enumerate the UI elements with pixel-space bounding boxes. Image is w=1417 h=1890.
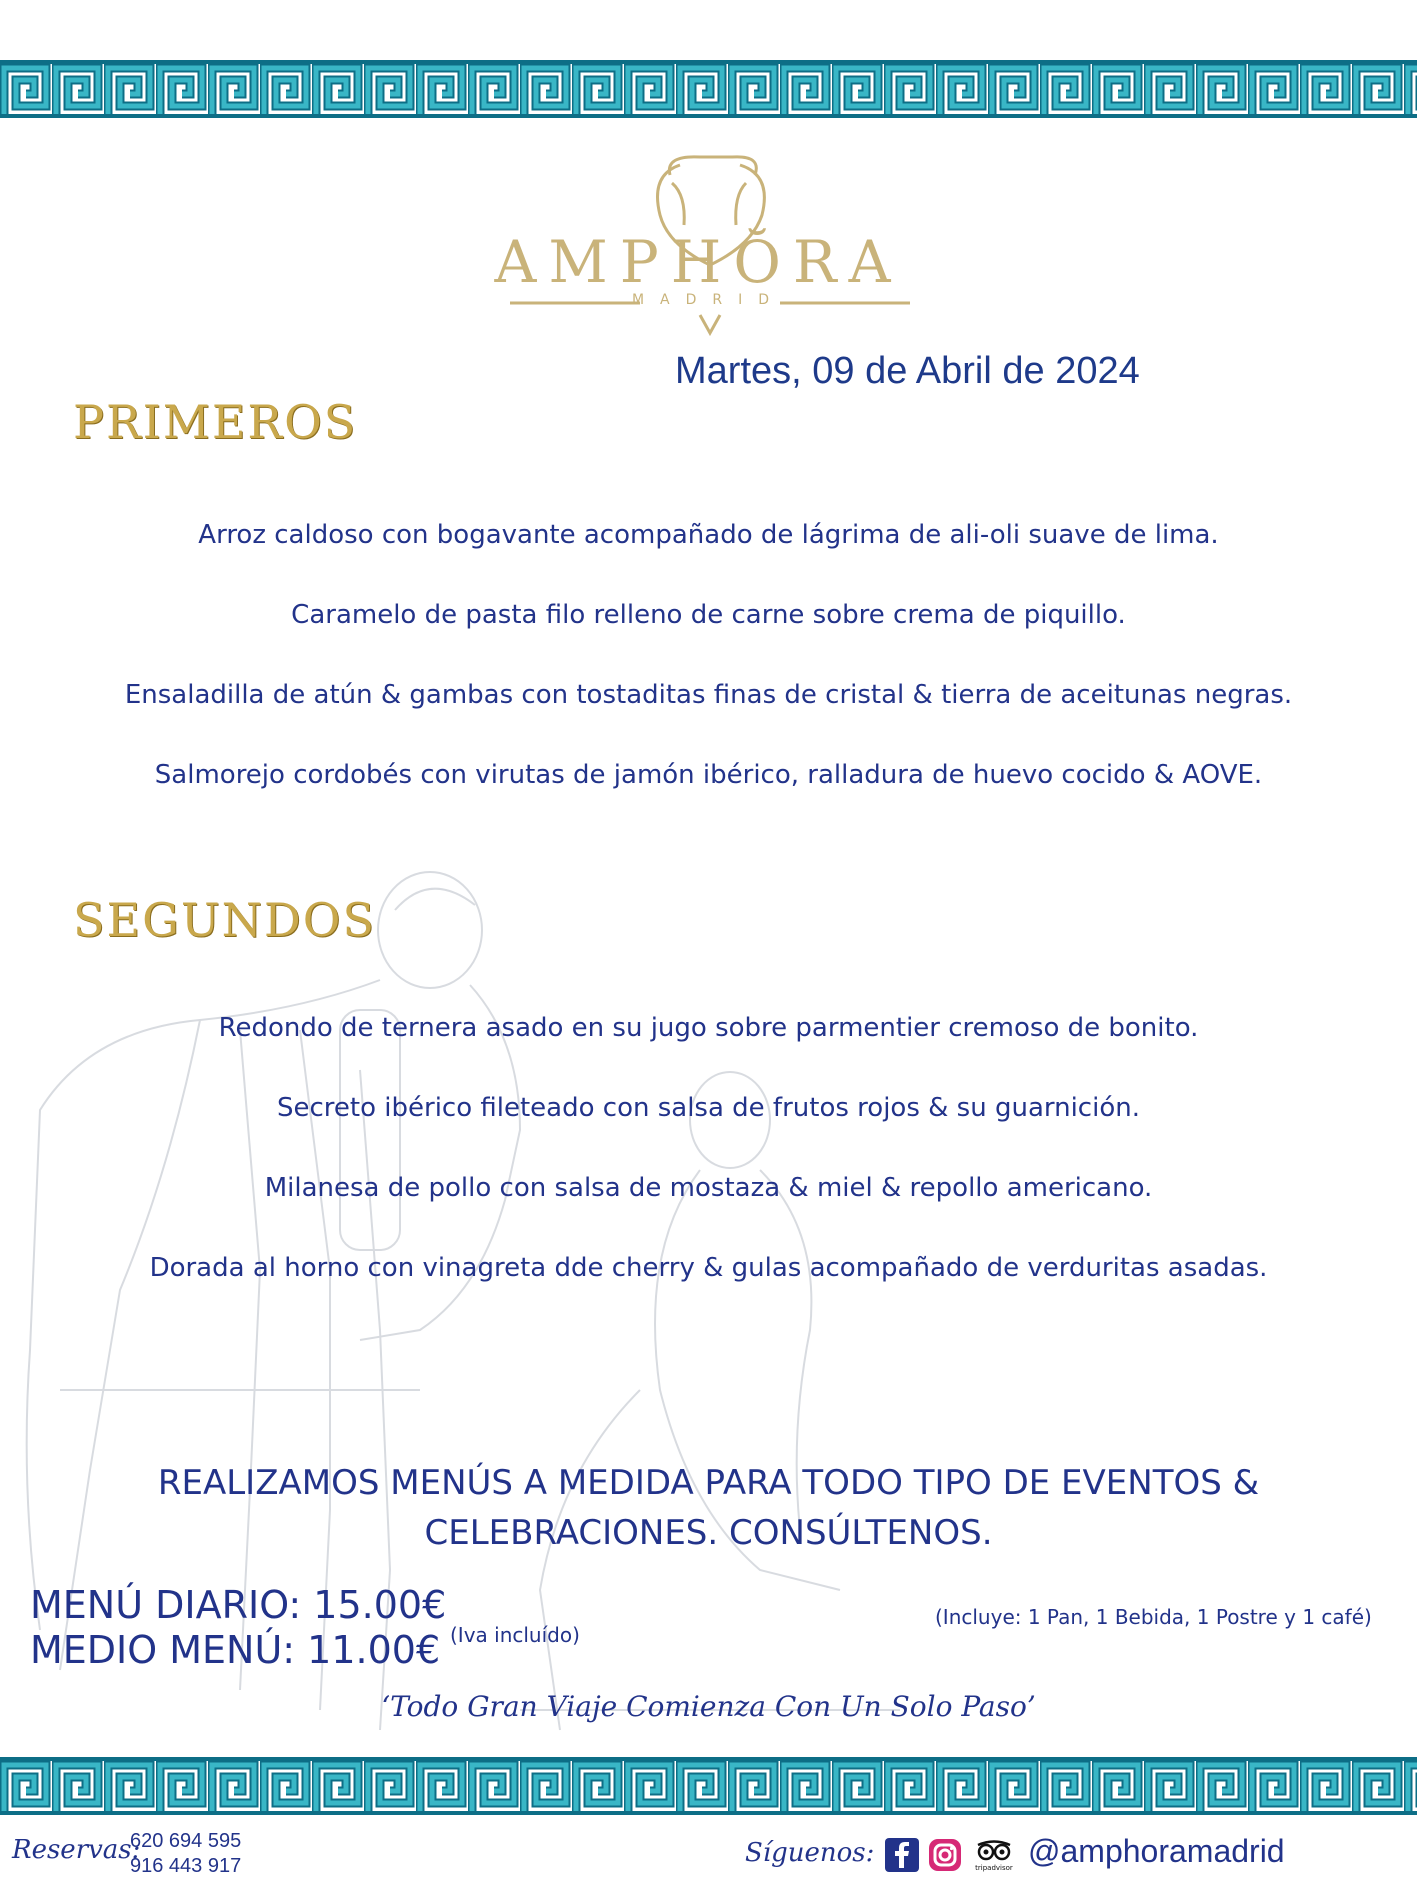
promo-line: CELEBRACIONES. CONSÚLTENOS.: [424, 1513, 993, 1553]
social-handle[interactable]: @amphoramadrid: [1028, 1833, 1285, 1869]
tripadvisor-icon[interactable]: [972, 1838, 1016, 1872]
segundos-item: Milanesa de pollo con salsa de mostaza & miel & repollo americano.: [264, 1173, 1153, 1203]
medio-menu-price: MEDIO MENÚ: 11.00€: [30, 1628, 441, 1672]
tripadvisor-label: tripadvisor: [975, 1864, 1013, 1872]
includes-note: (Incluye: 1 Pan, 1 Bebida, 1 Postre y 1 café): [935, 1605, 1372, 1629]
reservas-label: Reservas:: [12, 1835, 141, 1865]
motto-quote: ‘Todo Gran Viaje Comienza Con Un Solo Paso’: [381, 1690, 1036, 1723]
primeros-heading: PRIMEROS: [73, 395, 358, 449]
primeros-item: Ensaladilla de atún & gambas con tostaditas finas de cristal & tierra de aceitunas negras.: [124, 680, 1293, 710]
segundos-item: Dorada al horno con vinagreta dde cherry & gulas acompañado de verduritas asadas.: [149, 1253, 1268, 1283]
facebook-icon[interactable]: [885, 1838, 919, 1872]
segundos-item: Secreto ibérico fileteado con salsa de frutos rojos & su guarnición.: [277, 1093, 1140, 1123]
phone-number[interactable]: 620 694 595: [130, 1830, 242, 1852]
instagram-icon[interactable]: [928, 1838, 962, 1872]
menu-date: Martes, 09 de Abril de 2024: [675, 350, 1140, 392]
primeros-item: Salmorejo cordobés con virutas de jamón ibérico, ralladura de huevo cocido & AOVE.: [154, 760, 1263, 790]
menu-diario-price: MENÚ DIARIO: 15.00€: [30, 1583, 447, 1627]
segundos-item: Redondo de ternera asado en su jugo sobre parmentier cremoso de bonito.: [218, 1013, 1199, 1043]
greek-key-border-top: [0, 60, 1417, 122]
iva-note: (Iva incluído): [450, 1623, 580, 1647]
phone-number[interactable]: 916 443 917: [130, 1855, 242, 1877]
siguenos-label: Síguenos:: [745, 1838, 875, 1868]
segundos-heading: SEGUNDOS: [73, 893, 376, 947]
greek-key-border-bottom: [0, 1757, 1417, 1819]
promo-line: REALIZAMOS MENÚS A MEDIDA PARA TODO TIPO DE EVENTOS &: [157, 1463, 1260, 1503]
primeros-item: Caramelo de pasta filo relleno de carne sobre crema de piquillo.: [291, 600, 1126, 630]
brand-name: AMPHŎRA: [494, 228, 903, 296]
brand-subtitle: MADRID: [631, 292, 786, 308]
primeros-item: Arroz caldoso con bogavante acompañado de lágrima de ali-oli suave de lima.: [198, 520, 1219, 550]
